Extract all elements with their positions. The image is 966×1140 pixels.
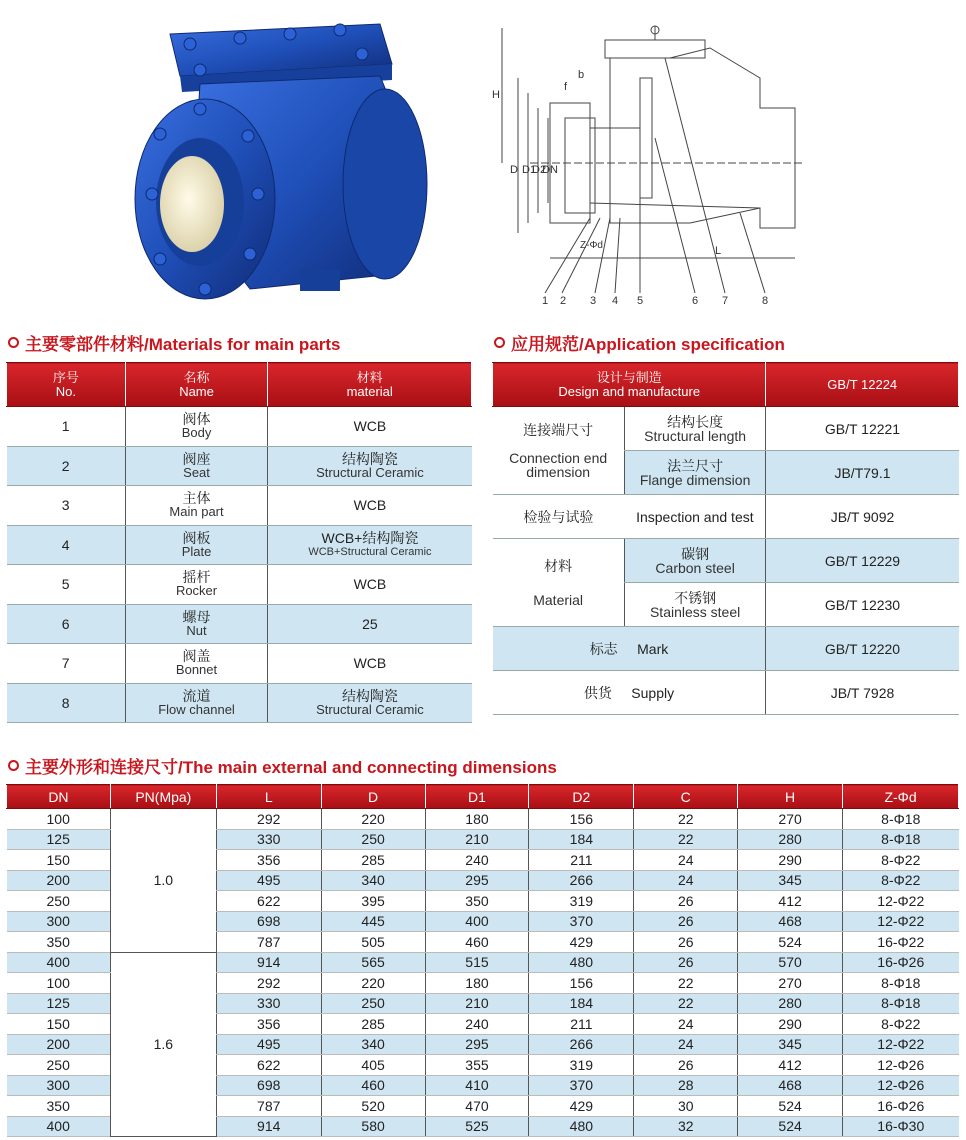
cell-value: 156 xyxy=(529,973,634,994)
header-dn: DN xyxy=(7,785,111,809)
cell-material: 结构陶瓷 Structural Ceramic xyxy=(268,446,472,486)
cell-value: 12-Φ26 xyxy=(843,1055,959,1076)
cell-value: 524 xyxy=(738,932,843,953)
cell-value: 8-Φ22 xyxy=(843,1014,959,1035)
cell-value: 340 xyxy=(321,870,425,891)
cell-value: 520 xyxy=(321,1096,425,1117)
dim-label-f: f xyxy=(564,81,568,93)
cell-value: 622 xyxy=(216,1055,321,1076)
cell-no: 4 xyxy=(7,525,126,565)
cell-material: 材料 Material xyxy=(493,539,625,627)
dim-label-b: b xyxy=(578,69,585,81)
cell-no: 6 xyxy=(7,604,126,644)
table-row xyxy=(7,446,472,486)
cell-carbon-steel: 碳钢 Carbon steel xyxy=(624,539,766,583)
cell-value: 100 xyxy=(7,809,111,830)
cell-value: 412 xyxy=(738,891,843,912)
cell-value: 180 xyxy=(425,973,529,994)
header-d1: D1 xyxy=(425,785,529,809)
cell-value: 26 xyxy=(634,891,738,912)
header-d2: D2 xyxy=(529,785,634,809)
cell-value: 319 xyxy=(529,891,634,912)
cell-mark: 标志 Mark xyxy=(493,627,766,671)
materials-title-text: 主要零部件材料/Materials for main parts xyxy=(25,335,341,354)
cell-value: 210 xyxy=(425,993,529,1014)
cell-value: 8-Φ18 xyxy=(843,809,959,830)
cell-value: 400 xyxy=(425,911,529,932)
cell-value: 270 xyxy=(738,809,843,830)
cell-value: 330 xyxy=(216,829,321,850)
cell-name: 主体 Main part xyxy=(125,486,268,526)
cell-value: 16-Φ26 xyxy=(843,952,959,973)
cell-value: 470 xyxy=(425,1096,529,1117)
table-row xyxy=(7,486,472,526)
cell-no: 3 xyxy=(7,486,126,526)
cell-value: 580 xyxy=(321,1116,425,1137)
cell-no: 1 xyxy=(7,407,126,447)
cell-value: 914 xyxy=(216,952,321,973)
cell-mark-std: GB/T 12220 xyxy=(766,627,959,671)
cell-value: 330 xyxy=(216,993,321,1014)
part-number-7: 7 xyxy=(722,295,729,307)
cell-value: 26 xyxy=(634,911,738,932)
cell-value: 30 xyxy=(634,1096,738,1117)
cell-supply: 供货 Supply xyxy=(493,671,766,715)
cell-value: 24 xyxy=(634,850,738,871)
cell-value: 16-Φ30 xyxy=(843,1116,959,1137)
cell-value: 400 xyxy=(7,1116,111,1137)
materials-table xyxy=(6,362,472,723)
cell-pn: 1.0 xyxy=(110,809,216,953)
cell-value: 480 xyxy=(529,1116,634,1137)
cell-supply-std: JB/T 7928 xyxy=(766,671,959,715)
cell-name: 流道 Flow channel xyxy=(125,683,268,723)
cell-value: 22 xyxy=(634,809,738,830)
cell-value: 429 xyxy=(529,932,634,953)
cell-value: 211 xyxy=(529,1014,634,1035)
table-row xyxy=(7,644,472,684)
cell-value: 184 xyxy=(529,993,634,1014)
cell-no: 5 xyxy=(7,565,126,605)
cell-value: 445 xyxy=(321,911,425,932)
cell-value: 350 xyxy=(7,932,111,953)
cell-name: 阀体 Body xyxy=(125,407,268,447)
cell-pn: 1.6 xyxy=(110,952,216,1137)
cell-value: 150 xyxy=(7,1014,111,1035)
table-row xyxy=(7,525,472,565)
table-row xyxy=(7,604,472,644)
cell-value: 505 xyxy=(321,932,425,953)
cell-stainless-steel: 不锈钢 Stainless steel xyxy=(624,583,766,627)
cell-value: 12-Φ26 xyxy=(843,1075,959,1096)
header-no: 序号 No. xyxy=(7,363,126,407)
cell-material: 25 xyxy=(268,604,472,644)
cell-value: 405 xyxy=(321,1055,425,1076)
cell-name: 阀板 Plate xyxy=(125,525,268,565)
cell-value: 8-Φ18 xyxy=(843,993,959,1014)
cell-value: 200 xyxy=(7,1034,111,1055)
cell-value: 250 xyxy=(321,993,425,1014)
part-number-6: 6 xyxy=(692,295,699,307)
cell-value: 340 xyxy=(321,1034,425,1055)
cell-value: 100 xyxy=(7,973,111,994)
cell-value: 787 xyxy=(216,1096,321,1117)
table-header-row xyxy=(493,363,959,407)
cell-value: 250 xyxy=(321,829,425,850)
cell-value: 914 xyxy=(216,1116,321,1137)
cell-name: 螺母 Nut xyxy=(125,604,268,644)
cell-value: 220 xyxy=(321,973,425,994)
table-header-row xyxy=(7,363,472,407)
cell-value: 495 xyxy=(216,870,321,891)
cell-structural-length: 结构长度 Structural length xyxy=(624,407,766,451)
cell-no: 2 xyxy=(7,446,126,486)
table-row xyxy=(7,683,472,723)
header-name: 名称 Name xyxy=(125,363,268,407)
dimensions-title-text: 主要外形和连接尺寸/The main external and connecting dimensions xyxy=(25,758,557,777)
cell-value: 270 xyxy=(738,973,843,994)
cell-value: 8-Φ18 xyxy=(843,973,959,994)
cell-value: 410 xyxy=(425,1075,529,1096)
cell-value: 285 xyxy=(321,1014,425,1035)
cell-value: 12-Φ22 xyxy=(843,1034,959,1055)
part-number-5: 5 xyxy=(637,295,644,307)
cell-value: 285 xyxy=(321,850,425,871)
cell-value: 495 xyxy=(216,1034,321,1055)
application-section-title xyxy=(494,330,785,355)
cell-value: 565 xyxy=(321,952,425,973)
part-number-8: 8 xyxy=(762,295,769,307)
cell-value: 524 xyxy=(738,1116,843,1137)
cell-value: 156 xyxy=(529,809,634,830)
cell-value: 184 xyxy=(529,829,634,850)
cell-value: 515 xyxy=(425,952,529,973)
table-row xyxy=(493,539,959,583)
cell-value: 24 xyxy=(634,870,738,891)
cell-value: 8-Φ22 xyxy=(843,850,959,871)
cell-value: 460 xyxy=(321,1075,425,1096)
cell-value: 524 xyxy=(738,1096,843,1117)
dim-label-d: D xyxy=(510,164,518,176)
cell-value: 280 xyxy=(738,993,843,1014)
cell-value: 180 xyxy=(425,809,529,830)
circle-bullet-icon xyxy=(8,760,19,771)
circle-bullet-icon xyxy=(494,337,505,348)
table-row xyxy=(493,671,959,715)
cell-value: 266 xyxy=(529,870,634,891)
cell-value: 698 xyxy=(216,911,321,932)
header-z-d: Z-Φd xyxy=(843,785,959,809)
cell-value: 280 xyxy=(738,829,843,850)
cell-value: 240 xyxy=(425,1014,529,1035)
cell-value: 395 xyxy=(321,891,425,912)
cell-value: 240 xyxy=(425,850,529,871)
cell-value: 125 xyxy=(7,993,111,1014)
cell-value: 350 xyxy=(425,891,529,912)
part-number-2: 2 xyxy=(560,295,567,307)
cell-name: 阀盖 Bonnet xyxy=(125,644,268,684)
cell-inspection-zh: 检验与试验 xyxy=(493,495,625,539)
dimensions-section-title xyxy=(8,753,557,778)
cell-value: 290 xyxy=(738,1014,843,1035)
header-d: D xyxy=(321,785,425,809)
cell-material: WCB+结构陶瓷 WCB+Structural Ceramic xyxy=(268,525,472,565)
cell-flange-std: JB/T79.1 xyxy=(766,451,959,495)
cell-value: 429 xyxy=(529,1096,634,1117)
cell-value: 300 xyxy=(7,1075,111,1096)
application-title-text: 应用规范/Application specification xyxy=(511,335,785,354)
valve-product-image xyxy=(130,14,440,314)
cell-stainless-std: GB/T 12230 xyxy=(766,583,959,627)
cell-no: 7 xyxy=(7,644,126,684)
cell-value: 150 xyxy=(7,850,111,871)
cell-value: 210 xyxy=(425,829,529,850)
cell-value: 250 xyxy=(7,1055,111,1076)
dim-label-d1: D1 xyxy=(522,164,537,176)
cell-value: 480 xyxy=(529,952,634,973)
cell-value: 22 xyxy=(634,993,738,1014)
cell-connection-end: 连接端尺寸 Connection end dimension xyxy=(493,407,625,495)
cell-value: 32 xyxy=(634,1116,738,1137)
cell-value: 292 xyxy=(216,973,321,994)
table-header-row xyxy=(7,785,959,809)
cell-structural-length-std: GB/T 12221 xyxy=(766,407,959,451)
cell-value: 22 xyxy=(634,829,738,850)
cell-name: 阀座 Seat xyxy=(125,446,268,486)
cell-value: 26 xyxy=(634,932,738,953)
cell-material: WCB xyxy=(268,644,472,684)
cell-value: 200 xyxy=(7,870,111,891)
cell-value: 300 xyxy=(7,911,111,932)
circle-bullet-icon xyxy=(8,337,19,348)
cell-value: 12-Φ22 xyxy=(843,891,959,912)
cell-value: 622 xyxy=(216,891,321,912)
cell-flange-dimension: 法兰尺寸 Flange dimension xyxy=(624,451,766,495)
part-number-1: 1 xyxy=(542,295,549,307)
dimensions-table xyxy=(6,784,959,1137)
cell-value: 220 xyxy=(321,809,425,830)
cell-value: 16-Φ22 xyxy=(843,932,959,953)
cell-value: 12-Φ22 xyxy=(843,911,959,932)
cell-value: 468 xyxy=(738,911,843,932)
header-design-std: GB/T 12224 xyxy=(766,363,959,407)
part-number-4: 4 xyxy=(612,295,619,307)
dim-label-l: L xyxy=(715,245,722,257)
cell-value: 356 xyxy=(216,850,321,871)
cell-value: 356 xyxy=(216,1014,321,1035)
cell-value: 16-Φ26 xyxy=(843,1096,959,1117)
cell-carbon-std: GB/T 12229 xyxy=(766,539,959,583)
table-row xyxy=(7,565,472,605)
cell-value: 250 xyxy=(7,891,111,912)
header-pn: PN(Mpa) xyxy=(110,785,216,809)
cell-material: 结构陶瓷 Structural Ceramic xyxy=(268,683,472,723)
materials-section-title xyxy=(8,330,341,355)
header-design: 设计与制造 Design and manufacture xyxy=(493,363,766,407)
cell-value: 125 xyxy=(7,829,111,850)
cell-value: 370 xyxy=(529,911,634,932)
cell-value: 211 xyxy=(529,850,634,871)
table-row xyxy=(493,495,959,539)
cell-value: 28 xyxy=(634,1075,738,1096)
cell-value: 24 xyxy=(634,1014,738,1035)
table-row xyxy=(7,809,959,830)
dim-label-zd: Z-Φd xyxy=(580,240,603,251)
cell-value: 26 xyxy=(634,1055,738,1076)
dim-label-h: H xyxy=(492,89,500,101)
cell-material: WCB xyxy=(268,565,472,605)
cell-value: 8-Φ22 xyxy=(843,870,959,891)
dim-label-d2: D2 xyxy=(532,164,547,176)
cell-inspection-en: Inspection and test xyxy=(624,495,766,539)
table-row xyxy=(7,407,472,447)
valve-cross-section-drawing xyxy=(490,18,820,308)
cell-value: 787 xyxy=(216,932,321,953)
cell-value: 292 xyxy=(216,809,321,830)
dim-label-dn: DN xyxy=(542,164,558,176)
part-number-3: 3 xyxy=(590,295,597,307)
cell-name: 摇杆 Rocker xyxy=(125,565,268,605)
cell-value: 266 xyxy=(529,1034,634,1055)
cell-value: 350 xyxy=(7,1096,111,1117)
cell-value: 468 xyxy=(738,1075,843,1096)
cell-material: WCB xyxy=(268,486,472,526)
cell-inspection-std: JB/T 9092 xyxy=(766,495,959,539)
cell-value: 400 xyxy=(7,952,111,973)
cell-value: 460 xyxy=(425,932,529,953)
cell-value: 26 xyxy=(634,952,738,973)
application-spec-table xyxy=(492,362,959,715)
cell-value: 698 xyxy=(216,1075,321,1096)
table-row xyxy=(7,952,959,973)
cell-value: 22 xyxy=(634,973,738,994)
cell-value: 412 xyxy=(738,1055,843,1076)
cell-value: 8-Φ18 xyxy=(843,829,959,850)
cell-value: 355 xyxy=(425,1055,529,1076)
cell-material: WCB xyxy=(268,407,472,447)
cell-value: 295 xyxy=(425,1034,529,1055)
cell-value: 570 xyxy=(738,952,843,973)
cell-value: 345 xyxy=(738,870,843,891)
header-l: L xyxy=(216,785,321,809)
header-material: 材料 material xyxy=(268,363,472,407)
table-row xyxy=(493,627,959,671)
cell-value: 370 xyxy=(529,1075,634,1096)
cell-value: 290 xyxy=(738,850,843,871)
cell-value: 345 xyxy=(738,1034,843,1055)
cell-no: 8 xyxy=(7,683,126,723)
cell-value: 24 xyxy=(634,1034,738,1055)
cell-value: 525 xyxy=(425,1116,529,1137)
header-h: H xyxy=(738,785,843,809)
cell-value: 295 xyxy=(425,870,529,891)
cell-value: 319 xyxy=(529,1055,634,1076)
header-c: C xyxy=(634,785,738,809)
table-row xyxy=(493,407,959,451)
